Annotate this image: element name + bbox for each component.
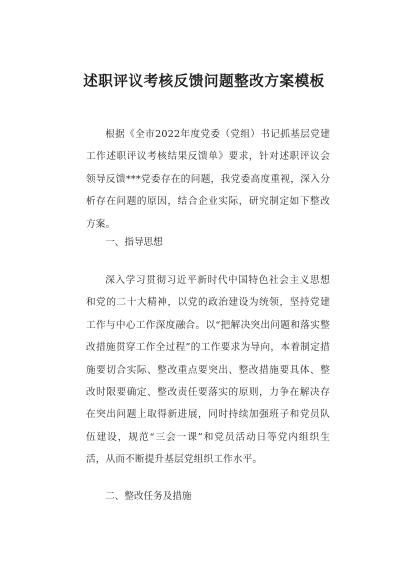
document-title: 述职评议考核反馈问题整改方案模板 [83, 74, 325, 90]
section-heading-guiding-ideology: 一、指导思想 [105, 237, 163, 248]
intro-paragraph: 根据《全市2022年度党委（党组）书记抓基层党建工作述职评议考核结果反馈单》要求，针对述职评议会领导反馈***党委存在的问题，我党委高度重视，深入分析存在问题的原因，结合企业实际，研究制定如下整改方案。 [86, 129, 330, 230]
section-heading-tasks-measures: 二、整改任务及措施 [105, 491, 192, 502]
section-body-guiding-ideology: 深入学习贯彻习近平新时代中国特色社会主义思想和党的二十大精神，以党的政治建设为统领，坚持党建工作与中心工作深度融合。以“把解决突出问题和落实整改措施贯穿工作全过程”的工作要求为导向，本着制定措施要切合实际、整改重点要突出、整改措施要具体、整改时限要确定、整改责任要落实的原则，力争在解决存在突出问题上取得新进展，同时持续加强班子和党员队伍建设，规范“三会一课”和党员活动日等党内组织生活，从而不断提升基层党组织工作水平。 [86, 275, 330, 466]
